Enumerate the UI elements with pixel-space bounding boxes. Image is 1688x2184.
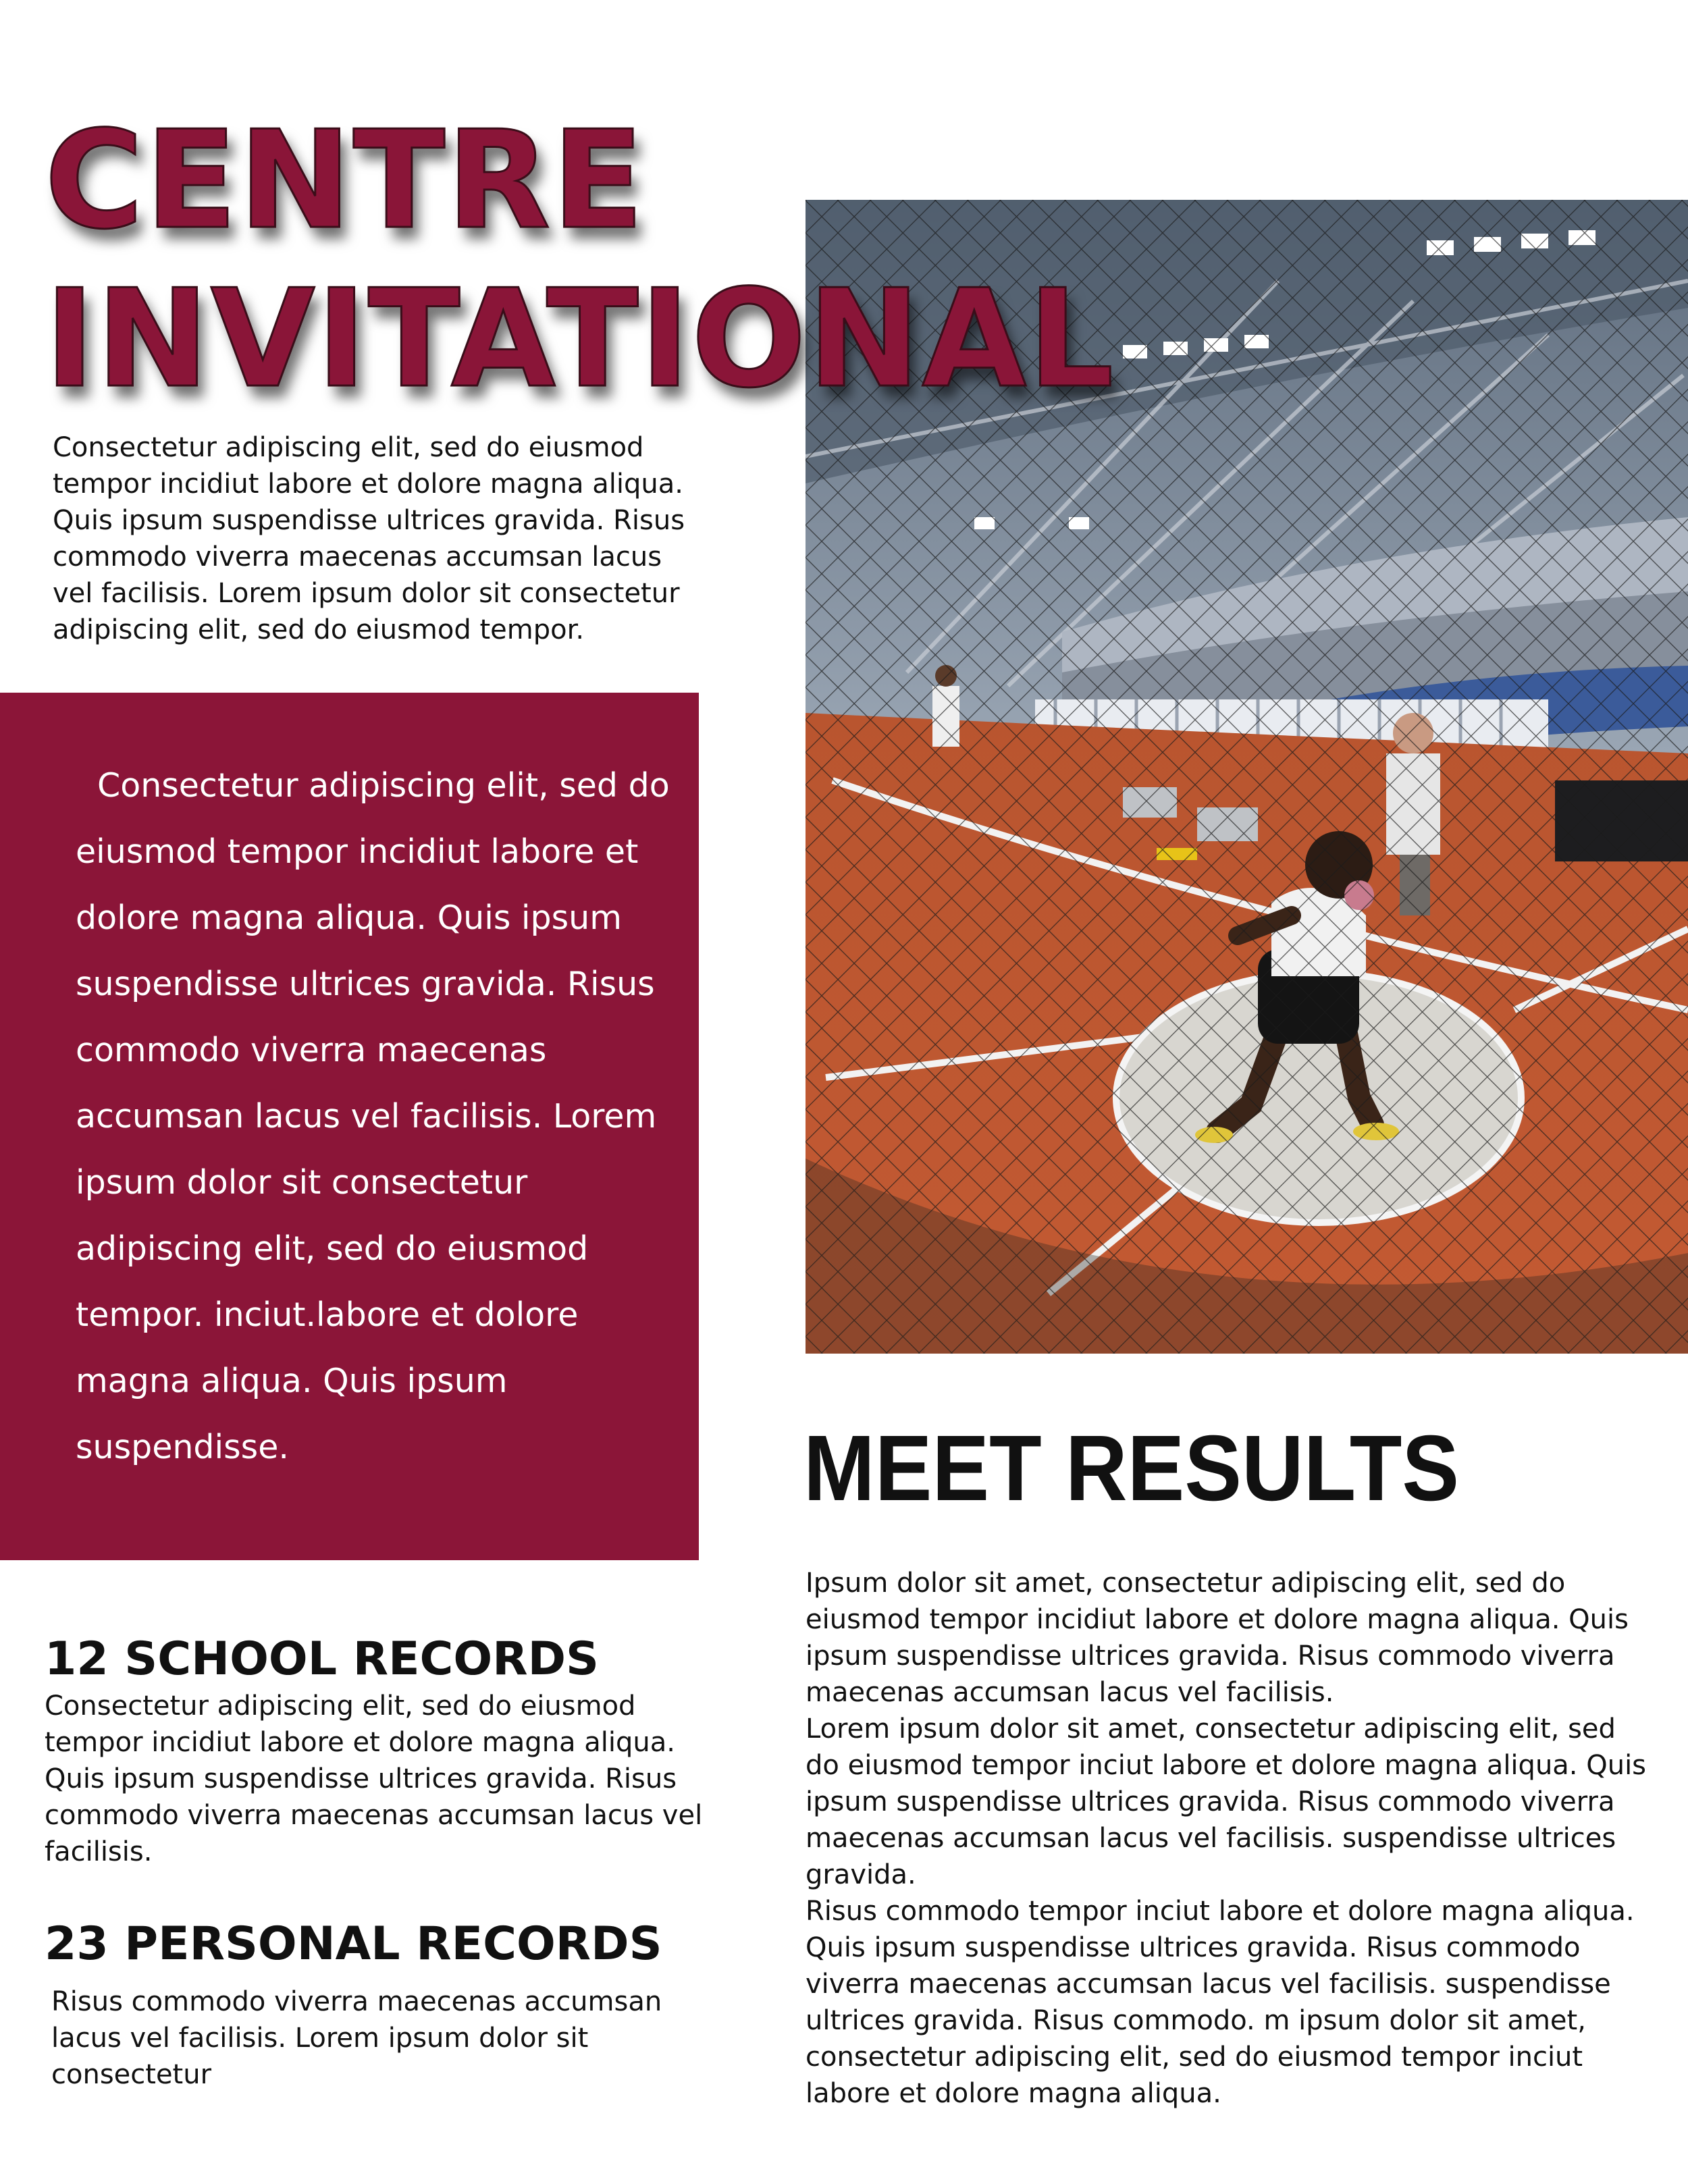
- results-paragraph-1: Ipsum dolor sit amet, consectetur adipiscing elit, sed do eiusmod tempor incidiut labore et dolore magna aliqua. Quis ipsum suspendisse ultrices gravida. Risus commodo viverra maecenas accumsan lacus vel facilisis.: [806, 1568, 1629, 1708]
- meet-results-body: [806, 1565, 1656, 2112]
- title-line-1: CENTRE: [45, 102, 645, 259]
- meet-results-heading: MEET RESULTS: [803, 1416, 1460, 1520]
- intro-paragraph: Consectetur adipiscing elit, sed do eiusmod tempor incidiut labore et dolore magna aliqua. Quis ipsum suspendisse ultrices gravida. Risus commodo viverra maecenas accumsan lacus vel facilisis. Lorem ipsum dolor sit consectetur adipiscing elit, sed do eiusmod tempor.: [53, 432, 685, 645]
- personal-records-heading: 23 PERSONAL RECORDS: [45, 1917, 662, 1971]
- feature-paragraph: Consectetur adipiscing elit, sed do eiusmod tempor incidiut labore et dolore magna aliqua. Quis ipsum suspendisse ultrices gravida. Risus commodo viverra maecenas accumsan lacus vel facilisis. Lorem ipsum dolor sit consectetur adipiscing elit, sed do eiusmod tempor. inciut.labore et dolore magna aliqua. Quis ipsum suspendisse.: [76, 766, 670, 1466]
- school-records-text: Consectetur adipiscing elit, sed do eiusmod tempor incidiut labore et dolore magna aliqua. Quis ipsum suspendisse ultrices gravida. Risus commodo viverra maecenas accumsan lacus vel facilisis.: [45, 1690, 703, 1867]
- personal-records-section: [45, 1917, 706, 2093]
- results-paragraph-2: Lorem ipsum dolor sit amet, consectetur adipiscing elit, sed do eiusmod tempor inciut labore et dolore magna aliqua. Quis ipsum suspendisse ultrices gravida. Risus commodo viverra maecenas accumsan lacus vel facilisis. suspendisse ultrices gravida.: [806, 1713, 1647, 1890]
- school-records-section: [45, 1632, 706, 1870]
- page-title: [45, 101, 1115, 419]
- personal-records-text: Risus commodo viverra maecenas accumsan lacus vel facilisis. Lorem ipsum dolor sit consectetur: [51, 1986, 662, 2090]
- results-paragraph-3: Risus commodo tempor inciut labore et dolore magna aliqua. Quis ipsum suspendisse ultrices gravida. Risus commodo viverra maecenas accumsan lacus vel facilisis. suspendisse ultrices gravida. Risus commodo. m ipsum dolor sit amet, consectetur adipiscing elit, sed do eiusmod tempor inciut labore et dolore magna aliqua.: [806, 1896, 1635, 2109]
- school-records-heading: 12 SCHOOL RECORDS: [45, 1632, 600, 1686]
- title-line-2: INVITATIONAL: [45, 261, 1115, 418]
